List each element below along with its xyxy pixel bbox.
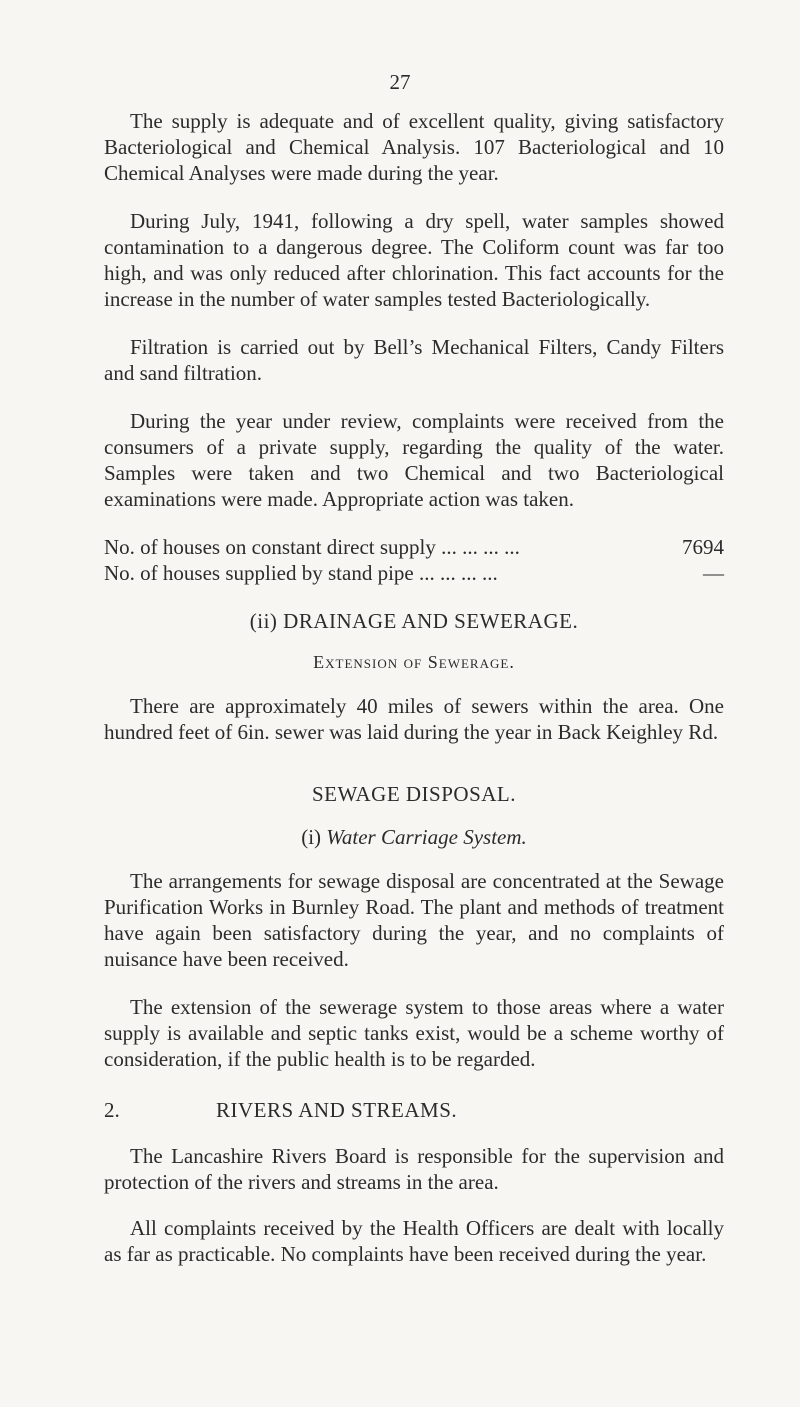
- drainage-heading: (ii) DRAINAGE AND SEWERAGE.: [249, 609, 579, 633]
- house-supply-stats: [104, 534, 724, 586]
- section-number: 2.: [104, 1098, 120, 1122]
- water-carriage-subheading: [104, 825, 724, 850]
- stat-row: [104, 560, 724, 586]
- sewage-arrangements-paragraph: The arrangements for sewage disposal are concentrated at the Sewage Purification Works in Burnley Road. The plant and methods of treatment have again been satisfactory during the year, and no complaints of nuisance have been received.: [104, 869, 724, 971]
- sewage-disposal-heading: SEWAGE DISPOSAL.: [311, 782, 516, 806]
- sewers-paragraph: There are approximately 40 miles of sewers within the area. One hundred feet of 6in. sewer was laid during the year in Back Keighley Rd.: [104, 694, 724, 744]
- stat-label: No. of houses on constant direct supply ... ... ... ...: [104, 535, 520, 559]
- supply-paragraph: The supply is adequate and of excellent quality, giving satisfactory Bacteriological and Chemical Analysis. 107 Bacteriological and 10 Chemical Analyses were made during the year.: [104, 109, 724, 185]
- sewerage-extension-paragraph: The extension of the sewerage system to those areas where a water supply is available and septic tanks exist, would be a scheme worthy of consideration, if the public health is to be regarded.: [104, 995, 724, 1071]
- rivers-board-paragraph: The Lancashire Rivers Board is responsible for the supervision and protection of the rivers and streams in the area.: [104, 1144, 724, 1194]
- stat-value: 7694: [682, 535, 724, 559]
- subheading-number: (i): [301, 825, 322, 849]
- rivers-complaints-paragraph: All complaints received by the Health Officers are dealt with locally as far as practicable. No complaints have been received during the year.: [104, 1216, 724, 1266]
- extension-subheading: Extension of Sewerage.: [313, 652, 515, 672]
- stat-value: —: [703, 561, 724, 585]
- rivers-heading: [104, 1098, 724, 1123]
- document-body: [104, 108, 724, 1267]
- section-title: RIVERS AND STREAMS.: [216, 1098, 458, 1122]
- stat-row: [104, 534, 724, 560]
- contamination-paragraph: During July, 1941, following a dry spell, water samples showed contamination to a dangerous degree. The Coliform count was far too high, and was only reduced after chlorination. This fact accounts for the increase in the number of water samples tested Bacteriologically.: [104, 209, 724, 311]
- page-number: 27: [389, 70, 411, 94]
- complaints-paragraph: During the year under review, complaints were received from the consumers of a private supply, regarding the quality of the water. Samples were taken and two Chemical and two Bacteriological examinations were made. Appropriate action was taken.: [104, 409, 724, 511]
- filtration-paragraph: Filtration is carried out by Bell’s Mechanical Filters, Candy Filters and sand filtration.: [104, 335, 724, 385]
- stat-label: No. of houses supplied by stand pipe ... ... ... ...: [104, 561, 498, 585]
- subheading-title: Water Carriage System.: [326, 825, 527, 849]
